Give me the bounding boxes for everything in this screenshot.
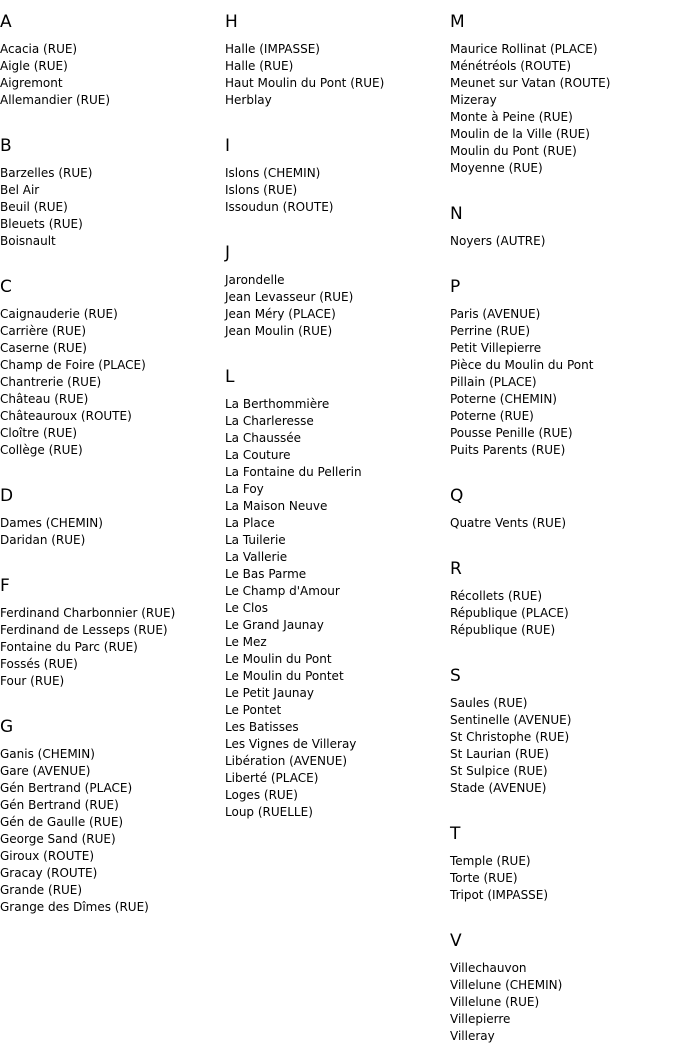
street-name: Château (RUE)	[0, 392, 89, 406]
letter-heading: F	[0, 576, 10, 596]
street-name: La Vallerie	[225, 550, 288, 564]
street-name: Pousse Penille (RUE)	[450, 426, 573, 440]
letter-group	[450, 654, 675, 812]
letter-group	[225, 231, 450, 355]
street-name: Haut Moulin du Pont (RUE)	[225, 76, 385, 90]
group-spacer	[450, 1045, 675, 1060]
street-name: Liberté (PLACE)	[225, 771, 319, 785]
street-name: Aigremont	[0, 76, 63, 90]
street-name: Islons (CHEMIN)	[225, 166, 321, 180]
group-spacer	[0, 250, 225, 265]
letter-group	[0, 124, 225, 265]
letter-group	[450, 474, 675, 547]
street-name: Quatre Vents (RUE)	[450, 516, 567, 530]
letter-group	[225, 355, 450, 836]
group-spacer	[0, 459, 225, 474]
letter-group	[0, 474, 225, 564]
street-name: Acacia (RUE)	[0, 42, 78, 56]
street-list	[225, 156, 450, 216]
street-name: Libération (AVENUE)	[225, 754, 348, 768]
letter-heading: C	[0, 277, 12, 297]
street-name: Villechauvon	[450, 961, 527, 975]
street-name: Le Moulin du Pont	[225, 652, 332, 666]
street-name: Villelune (RUE)	[450, 995, 540, 1009]
street-name: George Sand (RUE)	[0, 832, 116, 846]
street-name: Herblay	[225, 93, 272, 107]
street-name: La Foy	[225, 482, 264, 496]
street-name: Caserne (RUE)	[0, 341, 87, 355]
street-name: Perrine (RUE)	[450, 324, 531, 338]
group-spacer	[225, 109, 450, 124]
letter-group	[450, 812, 675, 919]
group-spacer	[450, 177, 675, 192]
street-name: Sentinelle (AVENUE)	[450, 713, 572, 727]
street-name: Gén Bertrand (PLACE)	[0, 781, 133, 795]
street-name: Tripot (IMPASSE)	[450, 888, 549, 902]
street-list	[450, 844, 675, 904]
group-spacer	[450, 459, 675, 474]
street-name: La Fontaine du Pellerin	[225, 465, 362, 479]
street-name: Bel Air	[0, 183, 40, 197]
letter-heading: J	[225, 243, 231, 263]
street-list	[450, 579, 675, 639]
street-name: Bleuets (RUE)	[0, 217, 83, 231]
street-name: Islons (RUE)	[225, 183, 298, 197]
street-name: Puits Parents (RUE)	[450, 443, 566, 457]
street-name: Cloître (RUE)	[0, 426, 78, 440]
street-name: Allemandier (RUE)	[0, 93, 111, 107]
street-list	[450, 686, 675, 797]
street-name: Les Batisses	[225, 720, 299, 734]
street-list	[450, 951, 675, 1045]
street-name: La Place	[225, 516, 275, 530]
street-name: La Berthommière	[225, 397, 330, 411]
street-name: Jean Méry (PLACE)	[225, 307, 336, 321]
street-name: Barzelles (RUE)	[0, 166, 93, 180]
street-name: Loup (RUELLE)	[225, 805, 313, 819]
letter-heading: T	[450, 824, 461, 844]
street-name: Pièce du Moulin du Pont	[450, 358, 594, 372]
street-list	[225, 263, 450, 340]
group-spacer	[225, 340, 450, 355]
street-name: Dames (CHEMIN)	[0, 516, 103, 530]
letter-heading: Q	[450, 486, 464, 506]
street-name: La Maison Neuve	[225, 499, 328, 513]
street-name: Villepierre	[450, 1012, 511, 1026]
street-name: La Tuilerie	[225, 533, 286, 547]
street-name: Maurice Rollinat (PLACE)	[450, 42, 598, 56]
street-name: Ganis (CHEMIN)	[0, 747, 95, 761]
street-name: Jarondelle	[225, 273, 285, 287]
street-name: Gare (AVENUE)	[0, 764, 91, 778]
letter-heading: I	[225, 136, 231, 156]
street-name: Mizeray	[450, 93, 497, 107]
street-name: Ferdinand de Lesseps (RUE)	[0, 623, 168, 637]
street-name: Châteauroux (ROUTE)	[0, 409, 132, 423]
letter-group	[450, 265, 675, 474]
letter-heading: L	[225, 367, 235, 387]
street-list	[450, 32, 675, 177]
street-name: Temple (RUE)	[450, 854, 531, 868]
street-name: St Sulpice (RUE)	[450, 764, 548, 778]
street-name: République (PLACE)	[450, 606, 569, 620]
street-name: La Charleresse	[225, 414, 314, 428]
group-spacer	[0, 916, 225, 931]
street-name: La Chaussée	[225, 431, 302, 445]
street-name: Le Moulin du Pontet	[225, 669, 344, 683]
street-name: Meunet sur Vatan (ROUTE)	[450, 76, 611, 90]
street-list	[450, 506, 675, 532]
street-name: Le Clos	[225, 601, 268, 615]
street-name: Ménétréols (ROUTE)	[450, 59, 572, 73]
street-list	[225, 32, 450, 109]
street-name: Jean Moulin (RUE)	[225, 324, 333, 338]
street-name: Jean Levasseur (RUE)	[225, 290, 354, 304]
street-name: Issoudun (ROUTE)	[225, 200, 334, 214]
street-name: Le Champ d'Amour	[225, 584, 340, 598]
street-list	[0, 32, 225, 109]
street-list	[225, 387, 450, 821]
street-list	[0, 596, 225, 690]
street-name: Monte à Peine (RUE)	[450, 110, 573, 124]
street-name: Fossés (RUE)	[0, 657, 78, 671]
letter-group	[225, 124, 450, 231]
group-spacer	[450, 797, 675, 812]
letter-group	[0, 705, 225, 931]
letter-group	[225, 0, 450, 124]
street-name: Torte (RUE)	[450, 871, 518, 885]
street-name: Grange des Dîmes (RUE)	[0, 900, 149, 914]
street-name: Beuil (RUE)	[0, 200, 68, 214]
street-list	[450, 297, 675, 459]
letter-heading: G	[0, 717, 14, 737]
street-name: Ferdinand Charbonnier (RUE)	[0, 606, 176, 620]
street-list	[0, 737, 225, 916]
street-name: Villelune (CHEMIN)	[450, 978, 563, 992]
letter-heading: S	[450, 666, 461, 686]
street-name: La Couture	[225, 448, 291, 462]
street-list	[0, 506, 225, 549]
street-name: Caignauderie (RUE)	[0, 307, 118, 321]
street-name: Carrière (RUE)	[0, 324, 87, 338]
street-name: Le Bas Parme	[225, 567, 307, 581]
letter-heading: N	[450, 204, 463, 224]
street-name: Fontaine du Parc (RUE)	[0, 640, 138, 654]
street-name: Gracay (ROUTE)	[0, 866, 98, 880]
street-index-column-3	[450, 0, 675, 1060]
street-name: Gén de Gaulle (RUE)	[0, 815, 124, 829]
street-name: Les Vignes de Villeray	[225, 737, 357, 751]
street-name: St Christophe (RUE)	[450, 730, 570, 744]
street-name: Halle (IMPASSE)	[225, 42, 320, 56]
street-name: Saules (RUE)	[450, 696, 528, 710]
street-name: Daridan (RUE)	[0, 533, 86, 547]
letter-group	[450, 0, 675, 192]
street-index-column-1	[0, 0, 225, 931]
street-name: Paris (AVENUE)	[450, 307, 541, 321]
street-name: Loges (RUE)	[225, 788, 298, 802]
letter-group	[450, 547, 675, 654]
letter-heading: P	[450, 277, 461, 297]
letter-heading: D	[0, 486, 14, 506]
letter-heading: R	[450, 559, 462, 579]
street-name: Le Pontet	[225, 703, 282, 717]
street-list	[0, 156, 225, 250]
street-name: Le Petit Jaunay	[225, 686, 314, 700]
street-name: Moyenne (RUE)	[450, 161, 543, 175]
street-name: Poterne (RUE)	[450, 409, 534, 423]
street-name: Le Grand Jaunay	[225, 618, 324, 632]
street-name: Aigle (RUE)	[0, 59, 68, 73]
street-name: Le Mez	[225, 635, 267, 649]
group-spacer	[450, 532, 675, 547]
street-name: Moulin du Pont (RUE)	[450, 144, 577, 158]
letter-heading: B	[0, 136, 12, 156]
street-name: Halle (RUE)	[225, 59, 294, 73]
street-list	[0, 297, 225, 459]
street-name: Gén Bertrand (RUE)	[0, 798, 119, 812]
letter-group	[0, 265, 225, 474]
street-name: Chantrerie (RUE)	[0, 375, 102, 389]
letter-group	[450, 192, 675, 265]
street-name: Collège (RUE)	[0, 443, 83, 457]
street-name: Pillain (PLACE)	[450, 375, 537, 389]
letter-heading: A	[0, 12, 12, 32]
letter-heading: M	[450, 12, 465, 32]
letter-heading: V	[450, 931, 462, 951]
street-index-column-2	[225, 0, 450, 836]
letter-group	[0, 564, 225, 705]
street-name: Boisnault	[0, 234, 56, 248]
group-spacer	[225, 821, 450, 836]
street-name: Grande (RUE)	[0, 883, 83, 897]
street-name: Champ de Foire (PLACE)	[0, 358, 146, 372]
letter-group	[450, 919, 675, 1060]
street-name: République (RUE)	[450, 623, 556, 637]
group-spacer	[0, 549, 225, 564]
letter-heading: H	[225, 12, 238, 32]
group-spacer	[450, 639, 675, 654]
street-name: Moulin de la Ville (RUE)	[450, 127, 590, 141]
street-name: Noyers (AUTRE)	[450, 234, 546, 248]
group-spacer	[225, 216, 450, 231]
group-spacer	[450, 250, 675, 265]
letter-group	[0, 0, 225, 124]
street-name: Four (RUE)	[0, 674, 65, 688]
street-name: Poterne (CHEMIN)	[450, 392, 557, 406]
street-name: St Laurian (RUE)	[450, 747, 549, 761]
street-name: Petit Villepierre	[450, 341, 542, 355]
group-spacer	[450, 904, 675, 919]
group-spacer	[0, 109, 225, 124]
street-list	[450, 224, 675, 250]
street-name: Récollets (RUE)	[450, 589, 543, 603]
street-name: Villeray	[450, 1029, 495, 1043]
group-spacer	[0, 690, 225, 705]
street-name: Stade (AVENUE)	[450, 781, 547, 795]
street-name: Giroux (ROUTE)	[0, 849, 95, 863]
